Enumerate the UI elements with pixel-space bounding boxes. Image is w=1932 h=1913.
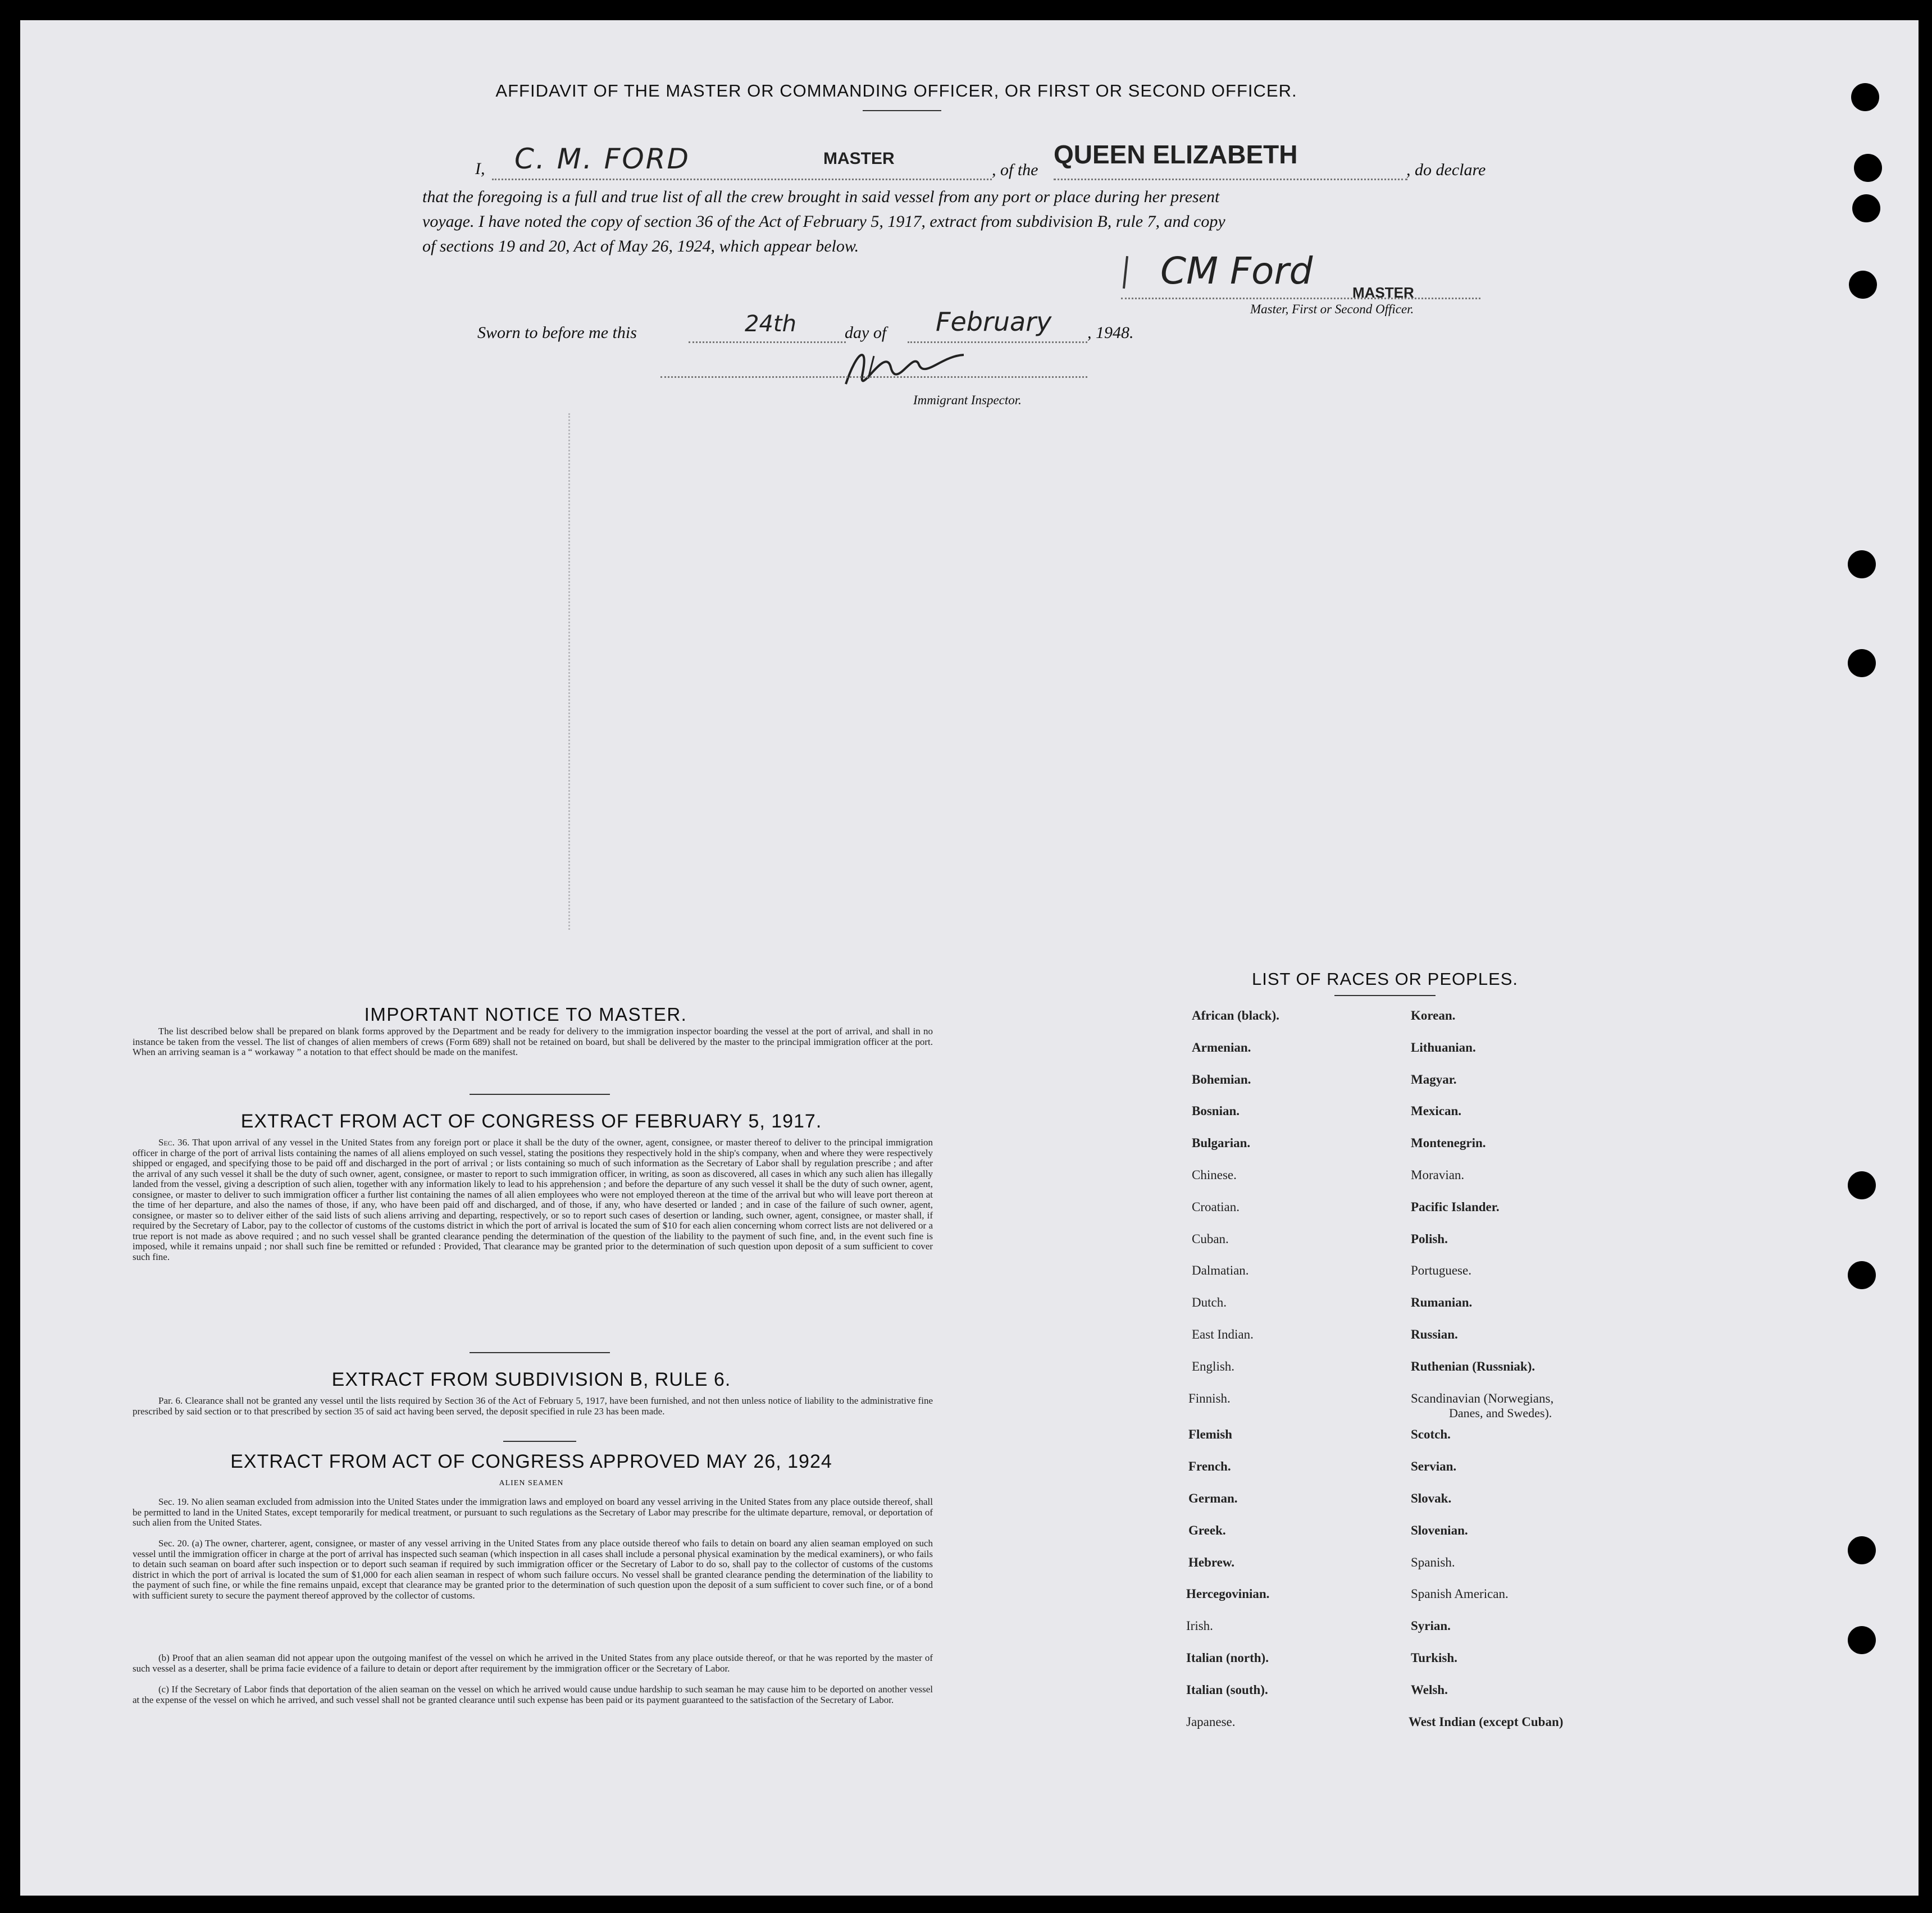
- notice-title: IMPORTANT NOTICE TO MASTER.: [364, 1004, 687, 1025]
- affidavit-body-line2: voyage. I have noted the copy of section 36 of the Act of February 5, 1917, extract from subdivision B, rule 7, and copy: [422, 212, 1225, 231]
- race-right-item: Korean.: [1411, 1008, 1456, 1022]
- race-right-item: Turkish.: [1411, 1651, 1457, 1665]
- race-left-item: German.: [1188, 1491, 1238, 1505]
- race-right-item: Syrian.: [1411, 1619, 1451, 1633]
- extract-1917-text: [133, 1138, 933, 1262]
- race-left-item: Dutch.: [1192, 1295, 1227, 1310]
- race-left-item: African (black).: [1192, 1008, 1279, 1022]
- race-left-item: Greek.: [1188, 1523, 1226, 1537]
- race-left-item: Hercegovinian.: [1186, 1587, 1270, 1601]
- rank-stamp: MASTER: [823, 149, 895, 168]
- master-signature: CM Ford: [1160, 249, 1313, 293]
- affidavit-heading: AFFIDAVIT OF THE MASTER OR COMMANDING OFFICER, OR FIRST OR SECOND OFFICER.: [495, 81, 1297, 101]
- extract-rule6-rule: [503, 1441, 576, 1442]
- race-left-item: English.: [1192, 1359, 1235, 1373]
- race-left-item: French.: [1188, 1459, 1231, 1474]
- punch-hole: [1854, 154, 1882, 182]
- punch-hole: [1852, 194, 1880, 222]
- sworn-label: Sworn to before me this: [477, 323, 637, 342]
- race-left-item: Flemish: [1188, 1427, 1232, 1442]
- punch-hole: [1848, 1171, 1876, 1199]
- race-right-item: Ruthenian (Russniak).: [1411, 1359, 1535, 1373]
- master-name: C. M. FORD: [514, 143, 690, 175]
- race-right-item: Spanish.: [1411, 1555, 1455, 1569]
- race-right-item: Servian.: [1411, 1459, 1457, 1474]
- ship-dotline: [1054, 179, 1407, 180]
- race-left-item: Armenian.: [1192, 1040, 1251, 1054]
- race-left-item: Italian (north).: [1186, 1651, 1269, 1665]
- race-right-item: Mexican.: [1411, 1104, 1462, 1118]
- notice-rule: [470, 1094, 610, 1095]
- race-right-item: Russian.: [1411, 1327, 1458, 1341]
- race-right-item: Montenegrin.: [1411, 1136, 1486, 1150]
- race-right-item: Welsh.: [1411, 1682, 1448, 1697]
- sec-36-label: Sec. 36.: [158, 1137, 190, 1148]
- document-sheet: [20, 20, 1919, 1896]
- punch-hole: [1851, 83, 1879, 111]
- inspector-signature-icon: [835, 339, 969, 390]
- inspector-signature-scribble: [835, 339, 969, 390]
- i-label: I,: [475, 159, 485, 178]
- inspector-caption: Immigrant Inspector.: [913, 393, 1022, 407]
- race-left-item: Cuban.: [1192, 1231, 1229, 1246]
- heading-rule: [863, 110, 941, 111]
- extract-1917-rule: [470, 1352, 610, 1353]
- race-scandinavian-cont: Danes, and Swedes).: [1449, 1406, 1552, 1420]
- extract-1917-title: EXTRACT FROM ACT OF CONGRESS OF FEBRUARY 5, 1917.: [240, 1111, 822, 1132]
- month-value: February: [936, 307, 1052, 337]
- races-rule: [1334, 995, 1436, 996]
- race-left-item: Hebrew.: [1188, 1555, 1234, 1569]
- sec-20c-text: (c) If the Secretary of Labor finds that deportation of the alien seaman on the vessel on which he arrived would cause undue hardship to such seaman he may cause him to be deported on another vessel at the expense of the vessel on which he arrived, and such vessel shall not be granted clearance until such expense has been paid or its payment guaranteed to the satisfaction of the Secretary of Labor.: [133, 1684, 933, 1705]
- races-title: LIST OF RACES OR PEOPLES.: [1251, 969, 1519, 989]
- race-left-item: East Indian.: [1192, 1327, 1254, 1341]
- signature-dotline: [1121, 298, 1480, 299]
- punch-hole: [1848, 550, 1876, 578]
- race-right-item: Pacific Islander.: [1411, 1199, 1500, 1214]
- sec-20a-text: Sec. 20. (a) The owner, charterer, agent, consignee, or master of any vessel arriving in the United States from any place outside thereof who fails to detain on board any alien seaman employed on such vessel until the immigration officer in charge at the port of arrival has inspected such seaman (which inspection in all cases shall include a personal physical examination by the medical examiners), or who fails to detain such seaman on board after such inspection or to deport such seaman if required by such immigration officer or the Secretary of Labor to do so, shall pay to the collector of customs of the customs district in which the port of arrival is located the sum of $1,000 for each alien seaman in respect of whom such failure occurs. No vessel shall be granted clearance pending the determination of the liability to the payment of such fine, or while the fine remains unpaid, except that clearance may be granted prior to the determination of such question upon the deposit of a sum sufficient to cover such fine, or of a bond with sufficient surety to secure the payment thereof approved by the collector of customs.: [133, 1538, 933, 1601]
- sec-19-text: Sec. 19. No alien seaman excluded from admission into the United States under the immigration laws and employed on board any vessel arriving in the United States from any place outside thereof, shall be permitted to land in the United States, except temporarily for medical treatment, or pursuant to such regulations as the Secretary of Labor may prescribe for the ultimate departure, removal, or deportation of such alien from the United States.: [133, 1496, 933, 1528]
- extract-rule6-title: EXTRACT FROM SUBDIVISION B, RULE 6.: [331, 1369, 731, 1390]
- punch-hole: [1848, 1536, 1876, 1564]
- affidavit-body-line3: of sections 19 and 20, Act of May 26, 1924, which appear below.: [422, 237, 859, 255]
- punch-hole: [1848, 1626, 1876, 1654]
- day-of-label: day of: [845, 323, 887, 342]
- race-right-item: Slovenian.: [1411, 1523, 1468, 1537]
- punch-hole: [1849, 271, 1877, 299]
- ship-name-stamp: QUEEN ELIZABETH: [1054, 140, 1298, 169]
- race-right-item: Moravian.: [1411, 1168, 1465, 1182]
- race-left-item: Bulgarian.: [1192, 1136, 1251, 1150]
- race-right-item: Scandinavian (Norwegians,: [1411, 1391, 1554, 1405]
- race-right-item: Rumanian.: [1411, 1295, 1473, 1310]
- guide-dots: [568, 413, 571, 930]
- race-right-item: Slovak.: [1411, 1491, 1452, 1505]
- extract-1924-title: EXTRACT FROM ACT OF CONGRESS APPROVED MAY 26, 1924: [230, 1451, 832, 1472]
- signature-stamp: MASTER: [1352, 284, 1414, 301]
- day-dotline: [689, 341, 846, 343]
- punch-hole: [1848, 1261, 1876, 1289]
- notice-text: The list described below shall be prepared on blank forms approved by the Department and be ready for delivery to the immigration inspector boarding the vessel at the port of arrival, and shall in no instance be taken from the vessel. The list of changes of alien members of crews (Form 689) shall not be retained on board, but shall be delivered by the master to the principal immigration officer at the port. When an arriving seaman is a “ workaway ” a notation to that effect should be made on the manifest.: [133, 1026, 933, 1057]
- signer-caption: Master, First or Second Officer.: [1250, 302, 1414, 316]
- race-right-item: Portuguese.: [1411, 1263, 1471, 1278]
- year-value: , 1948.: [1087, 323, 1134, 342]
- inspector-dotline: [660, 376, 1087, 378]
- extract-1924-subtitle: ALIEN SEAMEN: [499, 1479, 564, 1487]
- extract-rule6-text: Par. 6. Clearance shall not be granted any vessel until the lists required by Section 36 of the Act of February 5, 1917, have been furnished, and not then unless notice of liability to the administrative fine prescribed by said section or to that prescribed by section 35 of said act having been served, the deposit specified in rule 23 has been made.: [133, 1395, 933, 1417]
- race-right-item: Spanish American.: [1411, 1587, 1509, 1601]
- race-left-item: Irish.: [1186, 1619, 1213, 1633]
- race-right-item: Polish.: [1411, 1231, 1448, 1246]
- race-left-item: Dalmatian.: [1192, 1263, 1249, 1278]
- name-dotline: [492, 179, 992, 180]
- race-right-item: West Indian (except Cuban): [1409, 1714, 1564, 1729]
- race-left-item: Bohemian.: [1192, 1072, 1251, 1086]
- sec-36-text: That upon arrival of any vessel in the United States from any foreign port or place it shall be the duty of the owner, agent, consignee, or master thereof to deliver to the principal immigration officer in charge of the port of arrival lists containing the names of all aliens employed on such vessel, stating the positions they respectively hold in the ship's company, when and where they were respectively shipped or engaged, and specifying those to be paid off and discharged in the port of arrival ; or lists containing so much of such information as the Secretary of Labor shall by regulation prescribe ; and after the arrival of any such vessel it shall be the duty of such owner, agent, consignee, or master to report to such immigration officer, in writing, as soon as discovered, all cases in which any such alien has illegally landed from the vessel, giving a description of such alien, together with any information likely to lead to his apprehension ; and before the departure of any such vessel it shall be the duty of such owner, agent, consignee, or master to deliver to such immigration officer a further list containing the names of all alien employees who were not employed thereon at the time of the arrival but who will leave port thereon at the time of her departure, and also the names of those, if any, who have been paid off and discharged, and of those, if any, who have deserted or landed ; and in case of the failure of such owner, agent, consignee, or master so to deliver either of the said lists of such aliens arriving and departing, respectively, or so to report such cases of desertion or landing, such owner, agent, consignee, or master shall, if required by the Secretary of Labor, pay to the collector of customs of the customs district in which the port of arrival is located the sum of $10 for each alien concerning whom correct lists are not delivered or a true report is not made as above required ; and no such vessel shall be granted clearance pending the determination of the question of the liability to the payment of such fine, and, in the event such fine is imposed, while it remains unpaid ; nor shall such fine be remitted or refunded : Provided, That clearance may be granted prior to the determination of such question upon deposit of a sum sufficient to cover such fine.: [133, 1137, 933, 1262]
- day-value: 24th: [745, 311, 796, 337]
- sec-20b-text: (b) Proof that an alien seaman did not appear upon the outgoing manifest of the vessel on which he arrived in the United States from any place outside thereof, or that he was reported by the master of such vessel as a deserter, shall be prima facie evidence of a failure to detain or deport after requirement by the immigration officer or the Secretary of Labor.: [133, 1652, 933, 1674]
- race-left-item: Bosnian.: [1192, 1104, 1240, 1118]
- race-left-item: Chinese.: [1192, 1168, 1237, 1182]
- race-right-item: Scotch.: [1411, 1427, 1451, 1442]
- do-declare-label: , do declare: [1406, 161, 1486, 179]
- punch-hole: [1848, 649, 1876, 677]
- signature-mark: [1123, 256, 1128, 289]
- race-left-item: Japanese.: [1186, 1714, 1236, 1729]
- race-right-item: Magyar.: [1411, 1072, 1457, 1086]
- affidavit-body-line1: that the foregoing is a full and true list of all the crew brought in said vessel from any port or place during her present: [422, 188, 1220, 206]
- race-left-item: Italian (south).: [1186, 1682, 1268, 1697]
- race-left-item: Finnish.: [1188, 1391, 1231, 1405]
- race-right-item: Lithuanian.: [1411, 1040, 1476, 1054]
- race-left-item: Croatian.: [1192, 1199, 1240, 1214]
- of-the-label: , of the: [992, 161, 1038, 179]
